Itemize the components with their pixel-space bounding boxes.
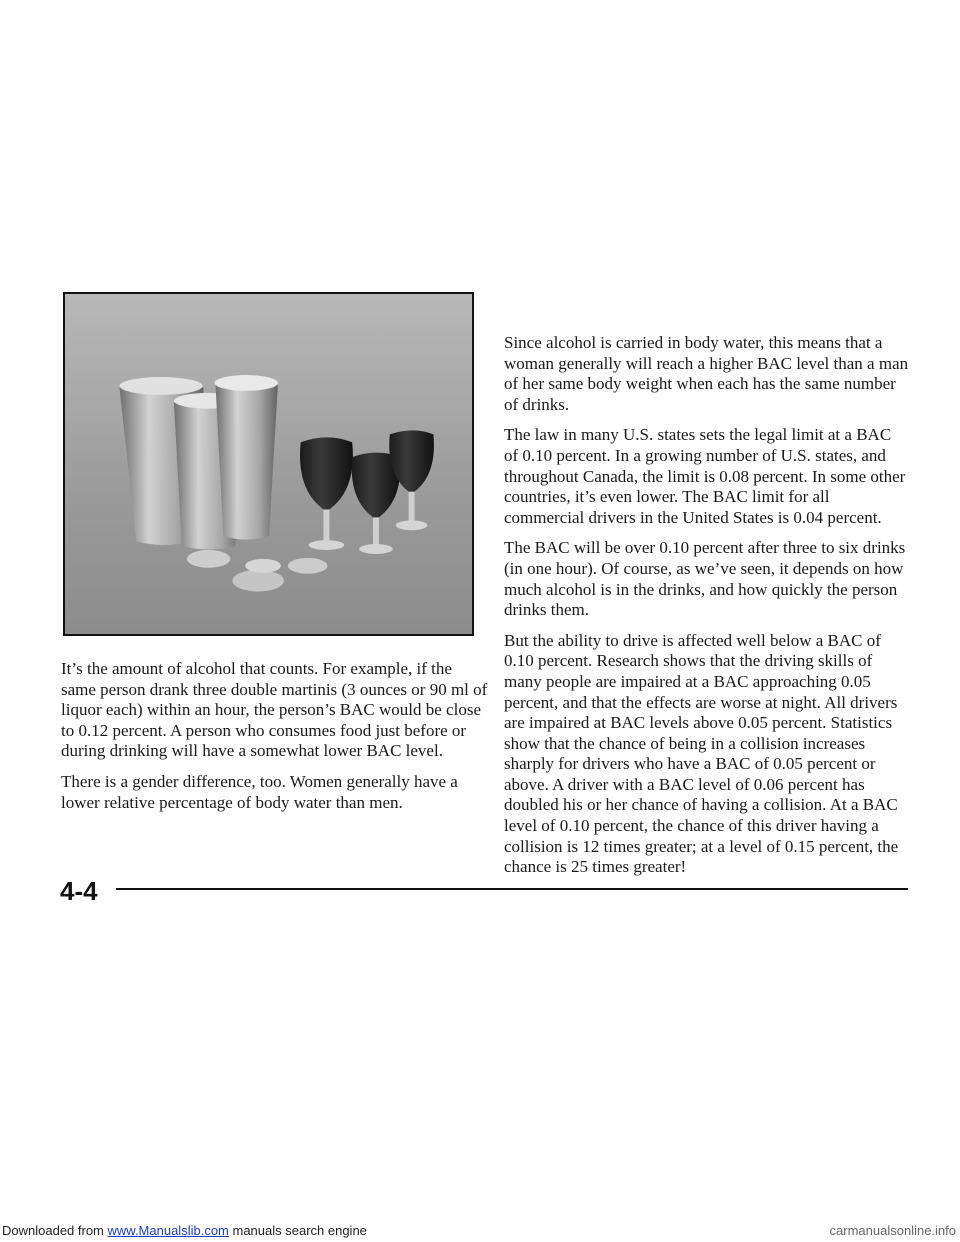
right-text-column (504, 333, 909, 888)
left-text-column (61, 659, 491, 823)
paragraph: There is a gender difference, too. Women generally have a lower relative percentage of body water than men. (61, 771, 458, 812)
paragraph: Since alcohol is carried in body water, this means that a woman generally will reach a higher BAC level than a man of her same body weight when each has the same number of drinks. (504, 333, 909, 414)
download-credit (2, 1223, 367, 1238)
paragraph: It’s the amount of alcohol that counts. For example, if the same person drank three double martinis (3 ounces or 90 ml of liquor each) within an hour, the person’s BAC would be close to 0.12 percent. A person who consumes food just before or during drinking will have a somewhat lower BAC level. (61, 659, 488, 761)
page-divider (116, 888, 908, 890)
paragraph: But the ability to drive is affected well below a BAC of 0.10 percent. Research shows that the driving skills of many people are impaired at a BAC approaching 0.05 percent, and that the effects are worse at night. All drivers are impaired at BAC levels above 0.05 percent. Statistics show that the chance of being in a collision increases sharply for drivers who have a BAC of 0.05 percent or above. A driver with a BAC level of 0.06 percent has doubled his or her chance of having a collision. At a BAC level of 0.10 percent, the chance of this driver having a collision is 12 times greater; at a level of 0.15 percent, the chance is 25 times greater! (504, 630, 899, 877)
paragraph: The BAC will be over 0.10 percent after three to six drinks (in one hour). Of course, as we’ve seen, it depends on how much alcohol is in the drinks, and how quickly the person drinks them. (504, 538, 906, 620)
page-number: 4-4 (60, 876, 98, 906)
footer-prefix: Downloaded from (2, 1223, 108, 1238)
paragraph: The law in many U.S. states sets the legal limit at a BAC of 0.10 percent. In a growing number of U.S. states, and throughout Canada, the limit is 0.08 percent. In some other countries, it’s even lower. The BAC limit for all commercial drivers in the United States is 0.04 percent. (504, 425, 906, 527)
footer-suffix: manuals search engine (228, 1223, 367, 1238)
footer (0, 1218, 960, 1242)
watermark: carmanualsonline.info (829, 1223, 956, 1238)
drinks-photo (63, 292, 474, 636)
drinks-photo-illustration (65, 294, 472, 634)
manualslib-link[interactable]: www.Manualslib.com (107, 1223, 229, 1238)
